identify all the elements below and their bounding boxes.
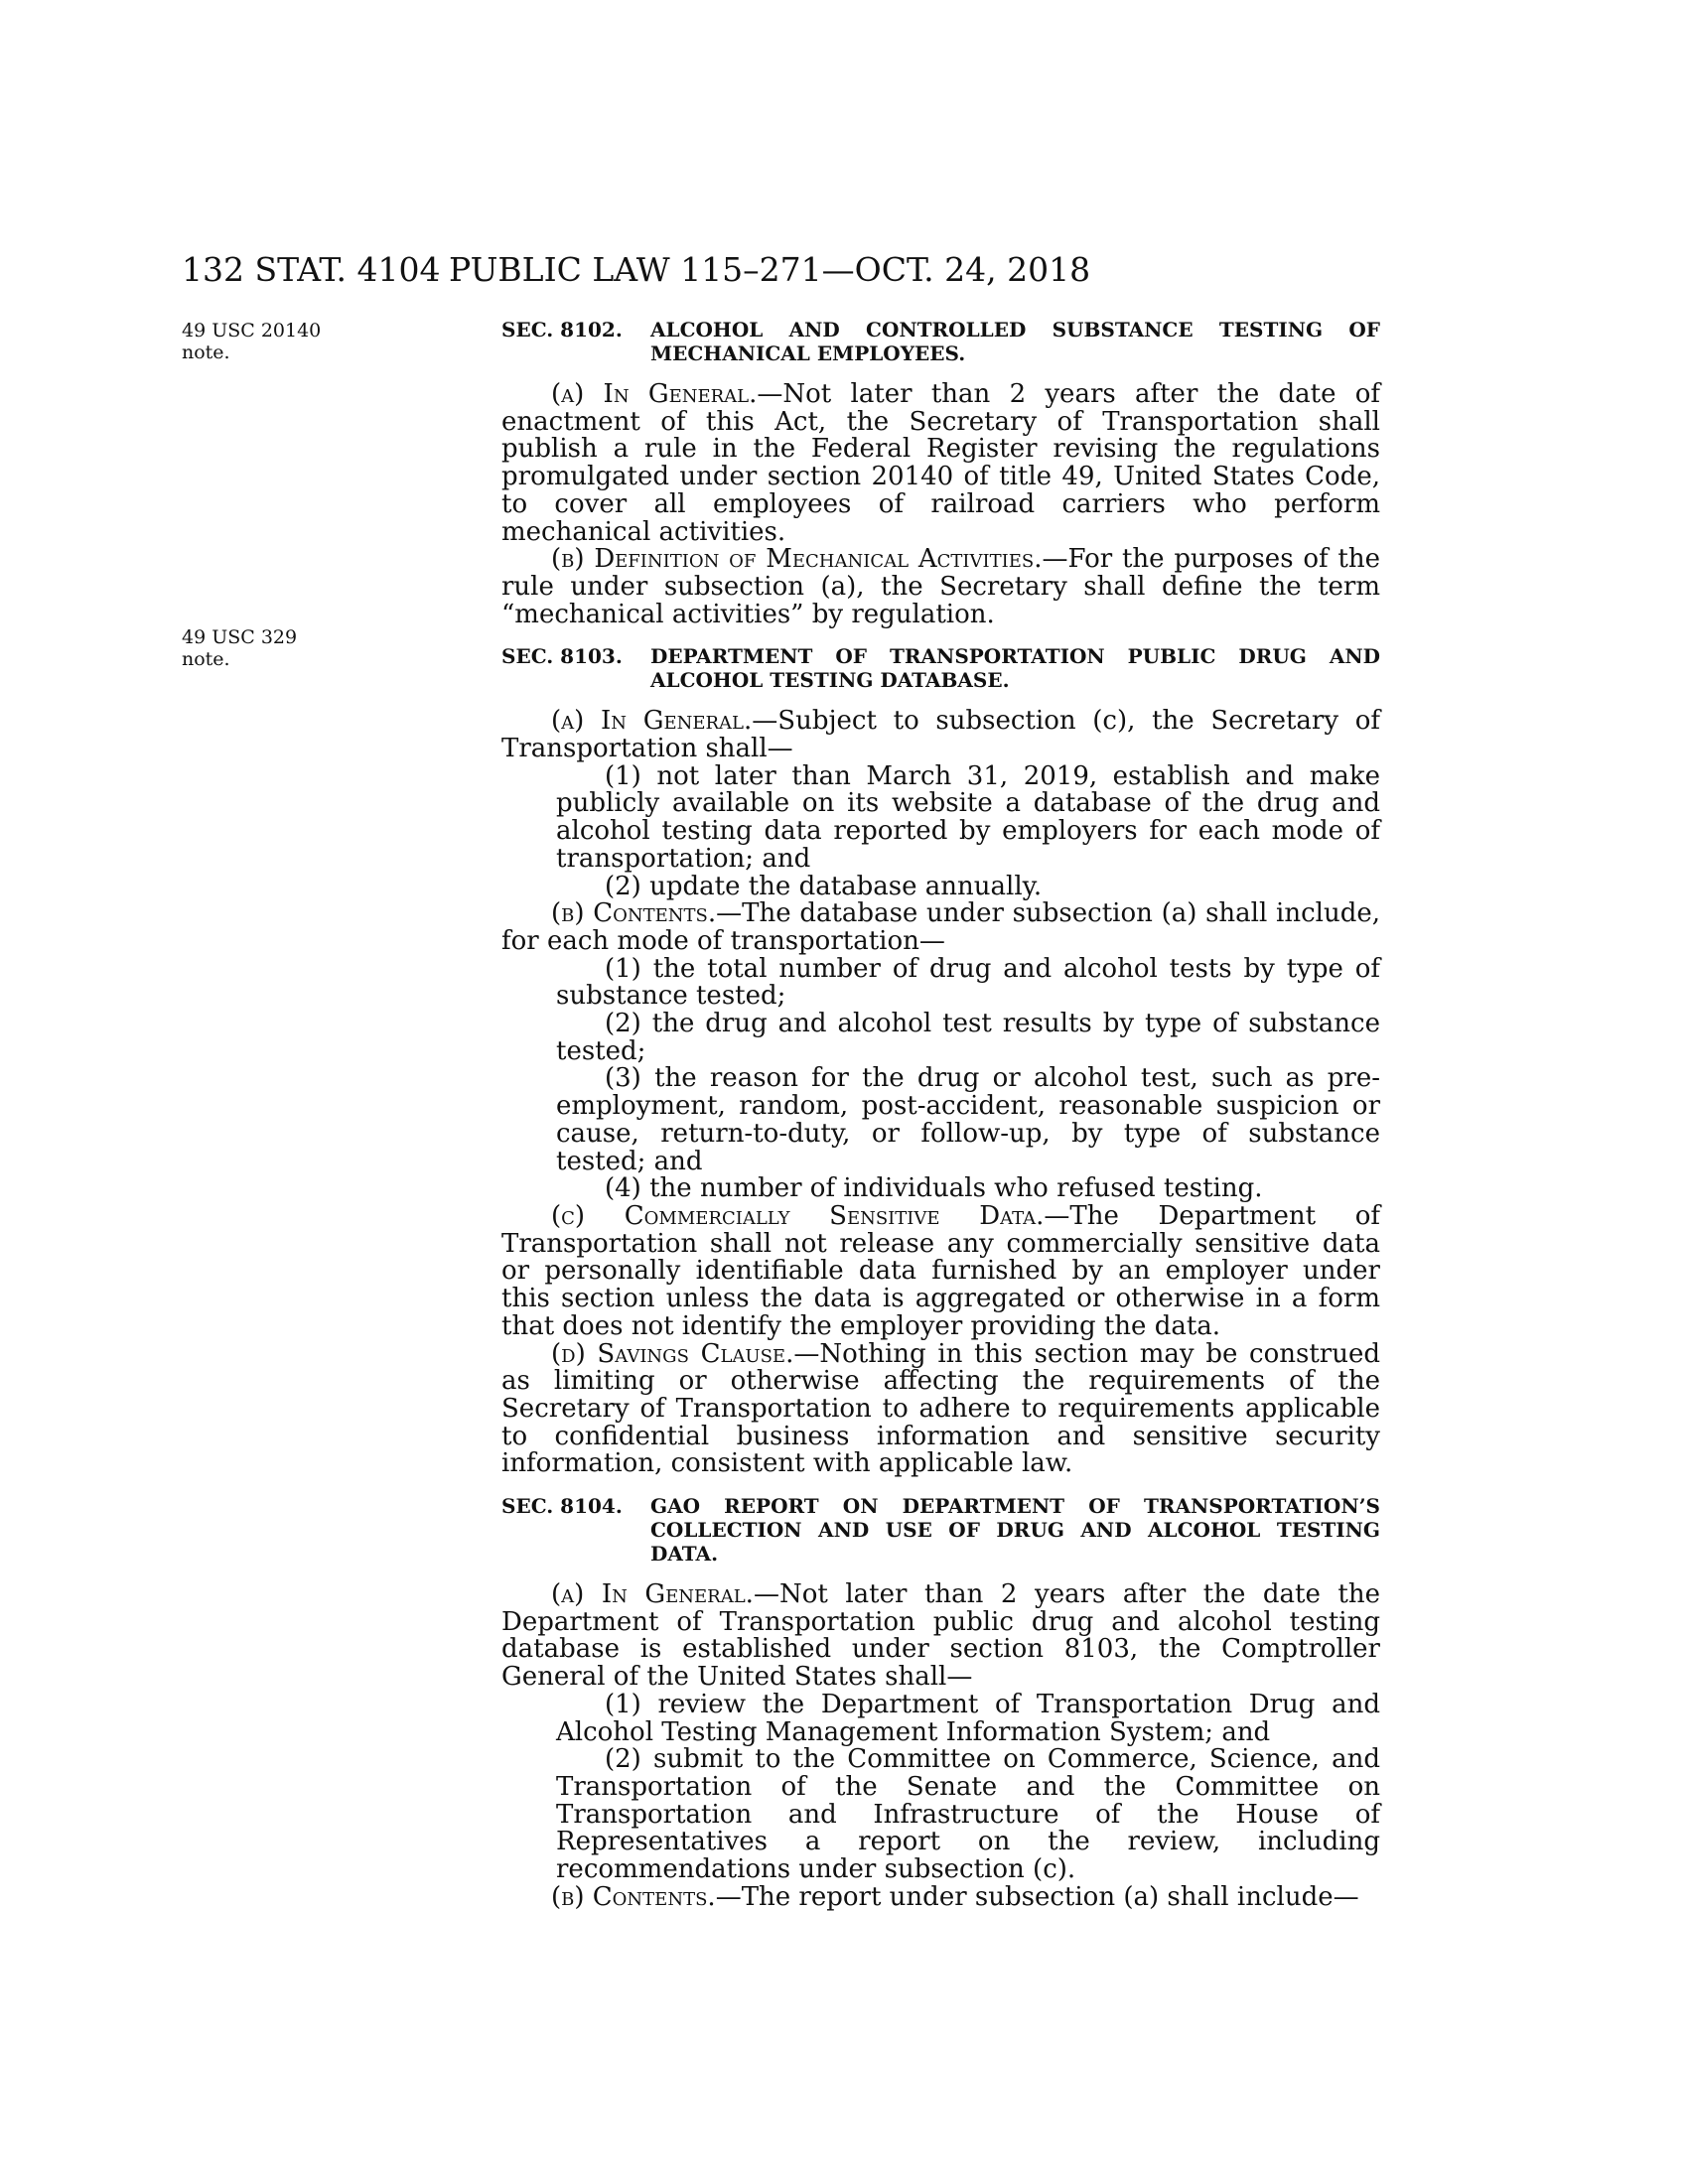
document-body: [501, 318, 1380, 1911]
paragraph: [501, 381, 1380, 546]
paragraph: [501, 708, 1380, 762]
paragraph: [501, 1338, 1380, 1479]
paragraph-text: —Subject to subsection (c), the Secretary of Transportation shall—: [501, 706, 1380, 764]
paragraph-text: —Not later than 2 years after the date the Department of Transportation public drug and alcohol testing database is established under section 8103, the Comptroller General of the United States shall—: [501, 1579, 1381, 1693]
list-item: (3) the reason for the drug or alcohol test, such as pre-employment, random, post-accident, reasonable suspicion or cause, return-to-duty, or follow-up, by type of substance tested; and: [556, 1063, 1380, 1176]
paragraph-text: —Not later than 2 years after the date of enactment of this Act, the Secretary of Transportation shall publish a rule in the Federal Register revising the regulations promulgated under section 20140 of title 49, United States Code, to cover all employees of railroad carriers who perform mechanical activities.: [501, 379, 1380, 547]
subsection-heading: (a) In General.: [551, 706, 753, 737]
paragraph-text: —For the purposes of the rule under subsection (a), the Secretary shall define the term “mechanical activities” by regulation.: [501, 544, 1380, 629]
section-8103-heading: [501, 644, 1380, 692]
section-title: ALCOHOL AND CONTROLLED SUBSTANCE TESTING OF MECHANICAL EMPLOYEES.: [650, 318, 1380, 365]
subsection-heading: (d) Savings Clause.: [551, 1338, 794, 1369]
section-title: GAO REPORT ON DEPARTMENT OF TRANSPORTATION’S COLLECTION AND USE OF DRUG AND ALCOHOL TESTING DATA.: [650, 1494, 1380, 1567]
section-label: SEC. 8102.: [501, 318, 623, 341]
paragraph: [501, 1881, 1380, 1912]
paragraph-text: —Nothing in this section may be construed as limiting or otherwise affecting the requirements of the Secretary of Transportation to adhere to requirements applicable to confidential business information and sensitive security information, consistent with applicable law.: [501, 1338, 1380, 1479]
section-label: SEC. 8104.: [501, 1494, 623, 1519]
section-title: DEPARTMENT OF TRANSPORTATION PUBLIC DRUG AND ALCOHOL TESTING DATABASE.: [650, 644, 1380, 693]
paragraph-text: —The database under subsection (a) shall include, for each mode of transportation—: [501, 898, 1380, 956]
margin-note-8102: [182, 320, 341, 363]
list-item: (2) update the database annually.: [605, 871, 1043, 901]
subsection-heading: (b) Contents.: [551, 898, 717, 929]
list-item: (2) the drug and alcohol test results by type of substance tested;: [556, 1009, 1380, 1066]
list-item: (1) not later than March 31, 2019, establish and make publicly available on its website a database of the drug and alcohol testing data reported by employers for each mode of transportation; and: [556, 760, 1380, 874]
list-item: (4) the number of individuals who refused testing.: [605, 1173, 1263, 1204]
section-8104-heading: [501, 1494, 1380, 1566]
paragraph: [501, 900, 1380, 955]
public-law-title: PUBLIC LAW 115–271—OCT. 24, 2018: [449, 250, 1091, 289]
subsection-heading: (c) Commercially Sensitive Data.: [551, 1200, 1045, 1231]
section-label: SEC. 8103.: [501, 644, 623, 669]
list-item: (1) review the Department of Transportation Drug and Alcohol Testing Management Information System; and: [556, 1689, 1380, 1747]
paragraph-text: —The Department of Transportation shall not release any commercially sensitive data or personally identifiable data furnished by an employer under this section unless the data is aggregated or otherwise in a form that does not identify the employer providing the data.: [501, 1200, 1380, 1341]
section-8102-heading: [501, 318, 1380, 365]
margin-note-line: note.: [182, 341, 230, 363]
stat-citation: 132 STAT. 4104: [182, 250, 441, 289]
subsection-heading: (a) In General.: [551, 1579, 754, 1610]
paragraph-text: —The report under subsection (a) shall include—: [715, 1881, 1359, 1912]
paragraph: [501, 1581, 1380, 1692]
subsection-heading: (b) Contents.: [551, 1881, 716, 1912]
list-item: (2) submit to the Committee on Commerce, Science, and Transportation of the Senate and the Committee on Transportation and Infrastructure of the House of Representatives a report on the review, including recommendations under subsection (c).: [556, 1744, 1380, 1885]
subsection-heading: (b) Definition of Mechanical Activities.: [551, 544, 1043, 575]
paragraph: [501, 1200, 1380, 1341]
list-item: (1) the total number of drug and alcohol tests by type of substance tested;: [556, 953, 1380, 1012]
margin-note-8103: 49 USC 329 note.: [182, 626, 298, 670]
subsection-heading: (a) In General.: [551, 379, 758, 409]
paragraph: [501, 546, 1380, 628]
margin-note-line: 49 USC 20140: [182, 320, 322, 341]
